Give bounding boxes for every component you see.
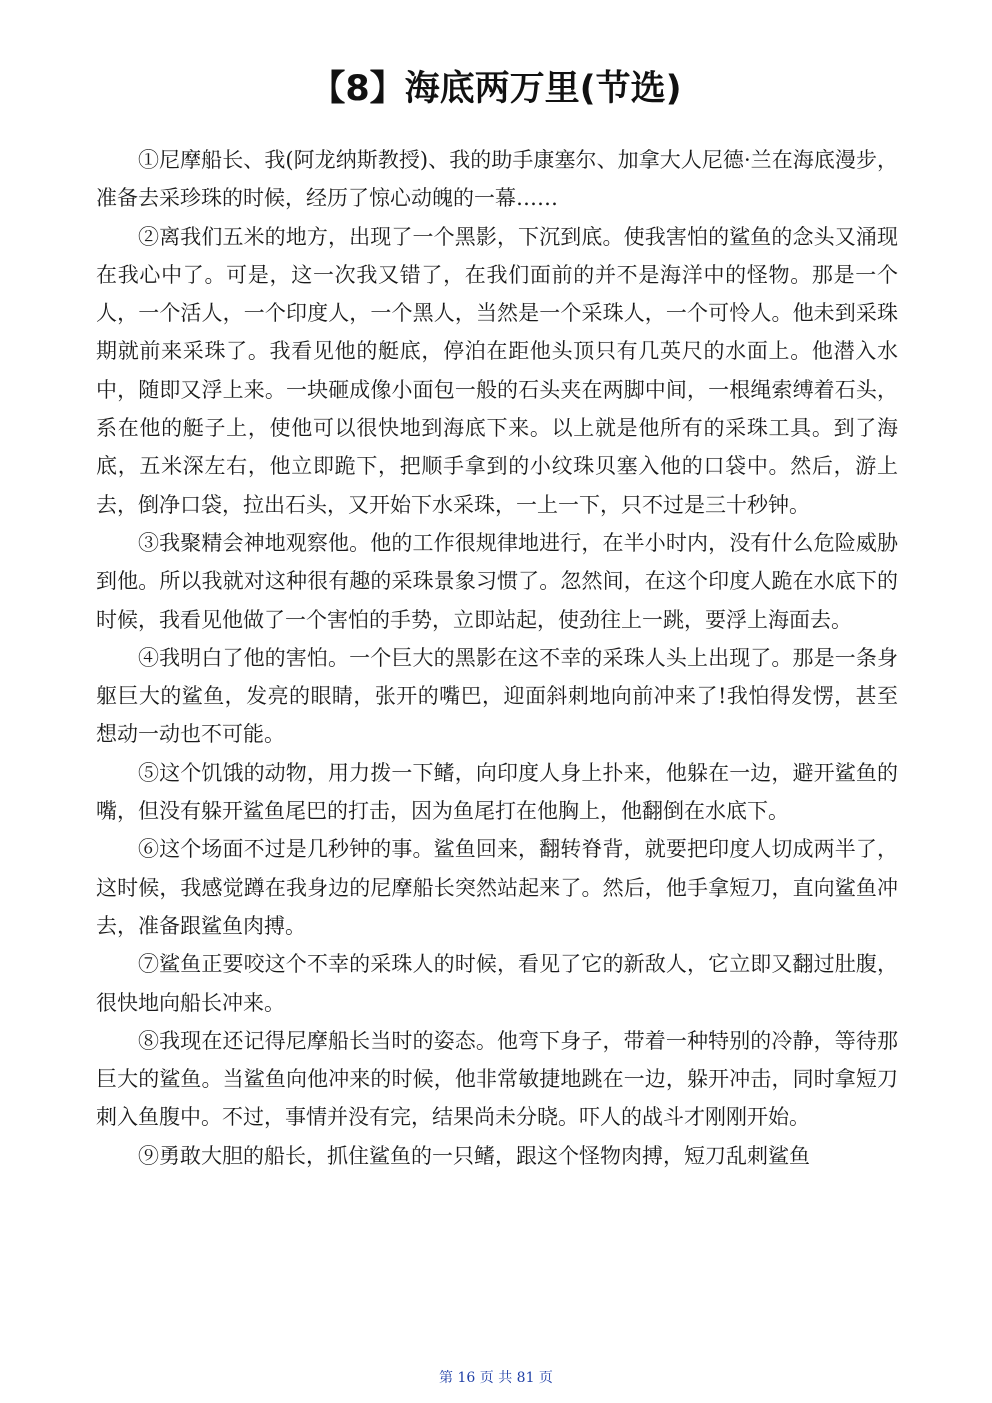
page-number-footer: 第 16 页 共 81 页 <box>439 1370 553 1386</box>
page-title: 【8】海底两万里(节选) <box>310 69 682 109</box>
paragraph-6: ⑥这个场面不过是几秒钟的事。鲨鱼回来，翻转脊背，就要把印度人切成两半了，这时候，我感觉蹲在我身边的尼摩船长突然站起来了。然后，他手拿短刀，直向鲨鱼冲去，准备跟鲨鱼肉搏。 <box>96 837 898 938</box>
paragraph-9: ⑨勇敢大胆的船长，抓住鲨鱼的一只鳍，跟这个怪物肉搏，短刀乱刺鲨鱼 <box>138 1143 810 1168</box>
article-body <box>96 141 898 1175</box>
paragraph-8: ⑧我现在还记得尼摩船长当时的姿态。他弯下身子，带着一种特别的冷静，等待那巨大的鲨鱼。当鲨鱼向他冲来的时候，他非常敏捷地跳在一边，躲开冲击，同时拿短刀刺入鱼腹中。不过，事情并没有完，结果尚未分晓。吓人的战斗才刚刚开始。 <box>96 1028 898 1130</box>
paragraph-5: ⑤这个饥饿的动物，用力拨一下鳍，向印度人身上扑来，他躲在一边，避开鲨鱼的嘴，但没有躲开鲨鱼尾巴的打击，因为鱼尾打在他胸上，他翻倒在水底下。 <box>96 760 898 824</box>
paragraph-1: ①尼摩船长、我(阿龙纳斯教授)、我的助手康塞尔、加拿大人尼德·兰在海底漫步，准备去采珍珠的时候，经历了惊心动魄的一幕…… <box>96 148 898 211</box>
paragraph-2: ②离我们五米的地方，出现了一个黑影，下沉到底。使我害怕的鲨鱼的念头又涌现在我心中了。可是，这一次我又错了，在我们面前的并不是海洋中的怪物。那是一个人，一个活人，一个印度人，一个黑人，当然是一个采珠人，一个可怜人。他未到采珠期就前来采珠了。我看见他的艇底，停泊在距他头顶只有几英尺的水面上。他潜入水中，随即又浮上来。一块砸成像小面包一般的石头夹在两脚中间，一根绳索缚着石头，系在他的艇子上，使他可以很快地到海底下来。以上就是他所有的采珠工具。到了海底，五米深左右，他立即跪下，把顺手拿到的小纹珠贝塞入他的口袋中。然后，游上去，倒净口袋，拉出石头，又开始下水采珠，一上一下，只不过是三十秒钟。 <box>96 224 898 517</box>
paragraph-4: ④我明白了他的害怕。一个巨大的黑影在这不幸的采珠人头上出现了。那是一条身躯巨大的鲨鱼，发亮的眼睛，张开的嘴巴，迎面斜刺地向前冲来了!我怕得发愣，甚至想动一动也不可能。 <box>96 645 898 747</box>
paragraph-3: ③我聚精会神地观察他。他的工作很规律地进行，在半小时内，没有什么危险威胁到他。所以我就对这种很有趣的采珠景象习惯了。忽然间，在这个印度人跪在水底下的时候，我看见他做了一个害怕的手势，立即站起，使劲往上一跳，要浮上海面去。 <box>96 530 898 632</box>
paragraph-7: ⑦鲨鱼正要咬这个不幸的采珠人的时候，看见了它的新敌人，它立即又翻过肚腹，很快地向船长冲来。 <box>96 952 898 1015</box>
